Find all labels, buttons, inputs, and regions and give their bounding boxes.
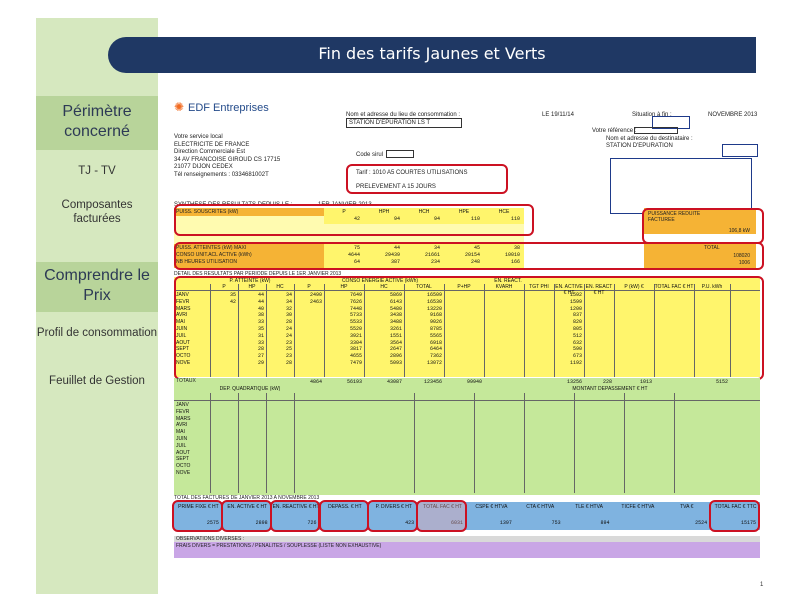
totaux-value: 56193 [346, 379, 362, 385]
depassement-section [174, 385, 760, 495]
local-service-line: 21077 DIJON CEDEX [174, 164, 233, 170]
depassement-divider [210, 393, 211, 493]
invoice-document [170, 96, 766, 594]
total-factures-cell-highlight [416, 500, 467, 532]
synthese-date: 1ER JANVIER 2013 [318, 202, 372, 208]
depassement-label: DEP. QUADRATIQUE (kW) [219, 386, 281, 392]
total-factures-header: TLE € HTVA [575, 504, 603, 510]
puiss-header: P [342, 209, 346, 215]
recipient-address-box [610, 158, 752, 214]
grid-column-header: P+HP [457, 284, 471, 290]
grid-column-header: HP [248, 284, 256, 290]
total-factures-value: 726 [307, 520, 317, 526]
consumption-place-value: STATION D'EPURATION LS T [349, 120, 431, 126]
grid-header-reactive: EN. REACT. [494, 278, 522, 284]
total-factures-cell-highlight [172, 500, 223, 532]
local-service-block [174, 134, 280, 179]
grid-header-conso: CONSO ENERGIE ACTIVE (kWh) [341, 278, 419, 284]
grid-column-header: KVARH [495, 284, 513, 290]
total-factures-header: EN. ACTIVE € HT [227, 504, 268, 510]
atteintes-highlight [174, 242, 764, 270]
nav-label: Profil de consommation [36, 327, 158, 339]
totaux-label: TOTAUX [176, 378, 196, 384]
atteintes-row-label: PUISS. ATTEINTES (kW) MAXI [176, 245, 247, 251]
total-factures-value: 1397 [499, 520, 512, 526]
reference-box [634, 127, 678, 134]
grid-column-header: EN. ACTIVE € HT [555, 284, 583, 296]
total-factures-header: PRIME FIXE € HT [178, 504, 219, 510]
puiss-label: PUISS. SOUSCRITES (kW) [176, 209, 239, 215]
grid-column-header: EN. REACT € HT [585, 284, 613, 296]
puiss-header: HPE [458, 209, 470, 215]
nav-profil[interactable] [36, 326, 158, 356]
code-box [386, 150, 414, 158]
atteintes-value: 387 [390, 259, 400, 265]
invoice-date: LE 19/11/14 [542, 112, 574, 118]
atteintes-value: 21661 [424, 252, 440, 258]
total-factures-cell-highlight [709, 500, 760, 532]
page-title: Fin des tarifs Jaunes et Verts [318, 44, 546, 63]
nav-comprendre-prix[interactable] [36, 262, 158, 312]
atteintes-row-label: CONSO UNIT.ACL ACTIVE (kWh) [176, 252, 252, 258]
total-factures-value: 2575 [206, 520, 219, 526]
brand-name: EDF Entreprises [188, 102, 269, 114]
atteintes-value: 38 [513, 245, 520, 251]
puissance-reduite-value: 106,8 kW [728, 228, 750, 234]
puissance-reduite-highlight [642, 208, 764, 244]
local-service-line: Direction Commerciale Est [174, 149, 246, 155]
nav-label: TJ - TV [78, 165, 116, 177]
grid-column-header: HC [276, 284, 284, 290]
puiss-header: HCH [418, 209, 430, 215]
total-factures-header: CTA € HTVA [526, 504, 555, 510]
total-value: 108020 [733, 253, 750, 259]
recipient-value: STATION D'EPURATION [606, 143, 673, 149]
total-factures-value: 6031 [450, 520, 463, 526]
grid-column-header: P (kW) € [624, 284, 644, 290]
puissance-reduite-label: PUISSANCE REDUITE FACTUREE [648, 211, 701, 223]
totaux-value: 43087 [386, 379, 402, 385]
puiss-value: 110 [470, 216, 480, 222]
total-factures-cell-highlight [221, 500, 272, 532]
grid-months: JANV FEVR MARS AVRI MAI JUIN JUIL AOUT SEPT OCTO NOVE [176, 292, 191, 366]
atteintes-value: 34 [433, 245, 440, 251]
atteintes-value: 29439 [384, 252, 400, 258]
total-factures-cell-highlight [319, 500, 370, 532]
nav-tj-tv[interactable] [36, 164, 158, 180]
edf-sun-icon: ✺ [174, 100, 185, 114]
total-value: 1006 [738, 260, 750, 266]
depassement-divider [238, 393, 239, 493]
synthese-label: SYNTHESE DES RESULTATS DEPUIS LE : [174, 202, 293, 208]
grid-header-puissance: P. ATTEINTE (kW) [229, 278, 271, 284]
totaux-value: 1013 [639, 379, 652, 385]
puiss-header: HCE [498, 209, 510, 215]
nav-label: Composantes facturées [61, 199, 133, 225]
nav-label: Comprendre le Prix [44, 267, 150, 304]
total-factures-header: CSPE € HTVA [475, 504, 508, 510]
totaux-value: 123456 [423, 379, 442, 385]
puiss-header: HPH [378, 209, 390, 215]
puiss-value: 110 [510, 216, 520, 222]
grid-column-header: P.U. kWh [701, 284, 723, 290]
nav-feuillet[interactable] [36, 374, 158, 390]
total-factures-value: 894 [600, 520, 610, 526]
grid-column-values: 16509 16530 13220 9168 9026 8785 5565 6918 6464 7362 13072 [426, 292, 442, 366]
observations-label: OBSERVATIONS DIVERSES : [176, 536, 245, 542]
grid-column-header: TGT PHI [529, 284, 549, 290]
nav-label: Périmètre concerné [62, 103, 132, 140]
tariff-line: Tarif : 1010 A5 COURTES UTILISATIONS [356, 170, 468, 176]
grid-column-values: 7649 7626 7448 5733 5533 5520 3921 3304 3817 4655 7479 [349, 292, 362, 366]
atteintes-value: 166 [510, 259, 520, 265]
situation-value: NOVEMBRE 2013 [708, 112, 758, 118]
local-service-line: 34 AV FRANCOISE GIROUD CS 17715 [174, 156, 281, 163]
nav-label: Feuillet de Gestion [49, 375, 145, 387]
total-factures-header: EN. REACTIVE € HT [272, 504, 320, 510]
consumption-place-box [346, 118, 462, 128]
grid-column-values: 2490 2463 [309, 292, 322, 305]
totaux-value: 13256 [566, 379, 582, 385]
grid-column-header: HC [380, 284, 388, 290]
depassement-divider [414, 393, 415, 493]
reference-label: Votre référence : [592, 128, 637, 134]
atteintes-row-label: NB HEURES UTILISATION [176, 259, 238, 265]
grid-column-values: 35 42 [229, 292, 236, 305]
atteintes-value: 44 [393, 245, 400, 251]
total-factures-value: 15175 [740, 520, 756, 526]
total-factures-header: TOTAL FAC € TTC [714, 504, 757, 510]
synthese-highlight [174, 204, 534, 236]
depassement-divider [474, 393, 475, 493]
totaux-value: 4864 [309, 379, 322, 385]
local-service-line: Votre service local [174, 134, 223, 140]
atteintes-value: 64 [353, 259, 360, 265]
local-service-line: Tél renseignements : 0334681002T [174, 171, 269, 178]
recipient-blue-box [722, 144, 758, 157]
depassement-divider [624, 393, 625, 493]
consumption-place-label: Nom et adresse du lieu de consommation : [346, 112, 461, 118]
grid-column-values: 44 44 40 38 33 35 31 33 28 27 29 [257, 292, 264, 366]
atteintes-value: 75 [353, 245, 360, 251]
grid-column-values: 34 34 32 30 28 24 24 23 25 23 28 [285, 292, 292, 366]
puiss-value: 94 [433, 216, 440, 222]
prelevement-line: PRELEVEMENT A 15 JOURS [356, 184, 436, 190]
sidebar [36, 18, 158, 594]
monthly-grid-highlight [174, 276, 764, 380]
observations-value-band [174, 542, 760, 558]
situation-label: Situation à fin : [632, 112, 672, 118]
total-factures-value: 423 [405, 520, 415, 526]
totaux-value: 5152 [715, 379, 728, 385]
total-factures-caption: TOTAL DES FACTURES DE JANVIER 2013 A NOVEMBRE 2013 [174, 495, 320, 501]
total-factures-cell-highlight [367, 500, 418, 532]
grid-column-values: 1592 1599 1200 837 820 805 512 632 590 673 1192 [569, 292, 582, 366]
total-factures-header: DEPASS. € HT [328, 504, 362, 510]
nav-composantes[interactable] [36, 198, 158, 228]
grid-column-header: HP [340, 284, 348, 290]
grid-column-header: TOTAL FAC € HT [654, 284, 694, 290]
total-factures-cell-highlight [270, 500, 321, 532]
atteintes-value: 45 [473, 245, 480, 251]
recipient-label: Nom et adresse du destinataire : [606, 136, 693, 142]
depassement-divider [294, 393, 295, 493]
atteintes-value: 10010 [504, 252, 520, 258]
grid-column-header: P [307, 284, 311, 290]
totaux-value: 99940 [466, 379, 482, 385]
atteintes-value: 4644 [347, 252, 360, 258]
atteintes-value: 234 [430, 259, 440, 265]
total-factures-header: P. DIVERS € HT [375, 504, 412, 510]
depassement-months: JANV FEVR MARS AVRI MAI JUIN JUIL AOUT SEPT OCTO NOVE [176, 402, 191, 476]
atteintes-value: 248 [470, 259, 480, 265]
depassement-divider [524, 393, 525, 493]
local-service-line: ELECTRICITE DE FRANCE [174, 141, 250, 148]
total-label: TOTAL [704, 245, 720, 251]
totaux-value: 228 [602, 379, 612, 385]
grid-column-header: TOTAL [416, 284, 432, 290]
montant-label: MONTANT DEPASSEMENT € HT [572, 386, 648, 392]
detail-caption: DETAIL DES RESULTATS PAR PERIODE DEPUIS LE 1ER JANVIER 2013 [174, 271, 342, 277]
total-factures-value: 2524 [695, 520, 708, 526]
depassement-divider [574, 393, 575, 493]
puiss-value: 94 [393, 216, 400, 222]
total-factures-value: 2898 [255, 520, 268, 526]
atteintes-value: 20154 [464, 252, 480, 258]
puiss-value: 42 [353, 216, 360, 222]
depassement-header-divider [174, 400, 760, 401]
total-factures-header: TICFE € HTVA [621, 504, 655, 510]
total-factures-value: 753 [551, 520, 561, 526]
observations-value: FRAIS DIVERS = PRESTATIONS / PENALITES / SOUPLESSE (LISTE NON EXHAUSTIVE) [176, 543, 382, 549]
depassement-divider [266, 393, 267, 493]
depassement-divider [674, 393, 675, 493]
grid-column-values: 5869 6143 5480 3438 3488 3261 1551 3564 2647 2896 5093 [389, 292, 402, 366]
code-label: Code sirul [356, 152, 384, 158]
total-factures-header: TVA € [680, 504, 694, 510]
edf-logo [174, 100, 269, 114]
tariff-highlight [346, 164, 508, 194]
grid-column-header: P [222, 284, 226, 290]
page-number: 1 [760, 582, 764, 588]
title-bar [108, 37, 756, 73]
total-factures-header: TOTAL FAC € HT [423, 504, 462, 510]
nav-perimetre[interactable] [36, 96, 158, 150]
